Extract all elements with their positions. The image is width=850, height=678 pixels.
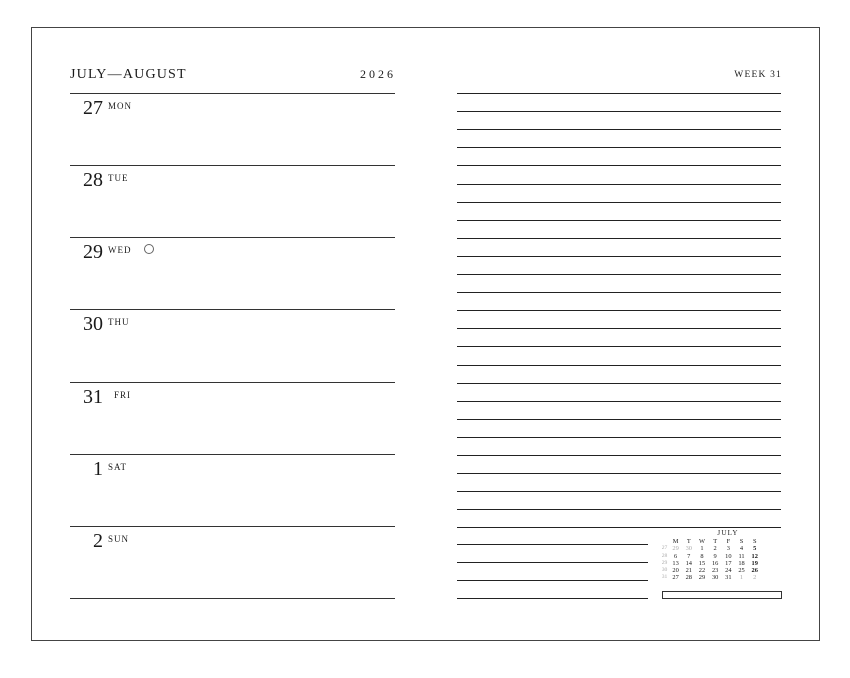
note-line (457, 256, 781, 257)
note-line (457, 491, 781, 492)
day-cell: 3 (726, 545, 730, 553)
note-line (457, 184, 781, 185)
day-cell: 29 (672, 545, 679, 553)
weekday-label: S (752, 538, 757, 545)
note-line (457, 419, 781, 420)
day-separator (70, 382, 395, 383)
note-line (457, 346, 781, 347)
day-name: THU (108, 317, 130, 327)
weekday-label: W (698, 538, 705, 545)
note-line (457, 238, 781, 239)
day-cell: 2 (753, 574, 757, 582)
mini-calendar-week (660, 567, 782, 574)
mini-calendar-weekdays (660, 538, 782, 545)
day-name: SUN (108, 534, 130, 544)
note-line-short (457, 580, 648, 581)
day-cell: 5 (753, 545, 757, 553)
day-cell: 25 (738, 567, 745, 575)
note-line (457, 274, 781, 275)
month-range-title: JULY—AUGUST (70, 67, 187, 82)
day-cell: 6 (673, 552, 678, 560)
note-line (457, 111, 781, 112)
day-cell: 1 (739, 574, 744, 582)
day-cell: 17 (725, 559, 732, 567)
day-cell: 26 (751, 567, 758, 575)
day-separator (70, 454, 395, 455)
week-number-label: WEEK 31 (734, 70, 782, 80)
note-line-short (457, 562, 648, 563)
mini-calendar-title: JULY (717, 529, 739, 537)
day-number: 2 (93, 530, 103, 552)
day-cell: 11 (738, 552, 745, 560)
day-name: SAT (108, 462, 128, 472)
note-line (457, 220, 781, 221)
weekday-label: T (713, 538, 718, 545)
day-cell: 24 (725, 567, 732, 575)
mini-calendar-week-current (660, 574, 782, 581)
note-line (457, 202, 781, 203)
day-separator (70, 309, 395, 310)
day-cell: 27 (672, 574, 679, 582)
day-number: 1 (93, 458, 103, 480)
note-line (457, 328, 781, 329)
day-cell: 8 (700, 552, 704, 560)
day-cell: 22 (698, 567, 706, 575)
mini-calendar-week (660, 545, 782, 552)
day-cell: 16 (711, 559, 719, 567)
day-cell: 1 (700, 545, 704, 553)
week-number: 28 (661, 552, 668, 559)
day-number: 28 (83, 169, 103, 191)
day-cell: 7 (687, 552, 691, 560)
mini-calendar-week (660, 553, 782, 560)
day-cell: 30 (685, 545, 692, 553)
day-cell: 28 (685, 574, 692, 582)
note-line (457, 473, 781, 474)
note-line (457, 401, 781, 402)
day-cell: 20 (672, 567, 679, 575)
note-line-short (457, 544, 648, 545)
note-line (457, 292, 781, 293)
day-cell: 10 (725, 552, 732, 560)
weekday-label: M (672, 538, 679, 545)
day-number: 29 (83, 241, 103, 263)
day-separator (70, 165, 395, 166)
day-cell: 4 (739, 545, 744, 553)
day-name: WED (108, 245, 132, 255)
day-cell: 13 (672, 559, 679, 567)
note-line (457, 147, 781, 148)
mini-calendar-week (660, 560, 782, 567)
day-cell: 2 (713, 545, 717, 553)
day-cell: 15 (698, 559, 706, 567)
year-label: 2026 (360, 67, 396, 81)
day-name: FRI (114, 390, 132, 400)
mini-calendar (660, 529, 782, 582)
week-number: 29 (661, 559, 668, 566)
week-number: 27 (661, 545, 668, 552)
day-cell: 31 (725, 574, 732, 582)
note-line (457, 310, 781, 311)
note-line (457, 93, 781, 94)
day-cell: 19 (751, 559, 758, 567)
day-cell: 14 (685, 559, 692, 567)
weekday-label: F (726, 538, 731, 545)
week-number: 31 (661, 574, 668, 581)
day-number: 27 (83, 97, 103, 119)
day-name: MON (108, 101, 133, 111)
day-cell: 18 (738, 559, 745, 567)
day-separator (70, 526, 395, 527)
note-line (457, 509, 781, 510)
day-separator (70, 93, 395, 94)
week-number: 30 (661, 567, 668, 574)
day-cell: 12 (751, 552, 758, 560)
day-cell: 23 (711, 567, 719, 575)
day-cell: 30 (711, 574, 719, 582)
day-cell: 29 (698, 574, 706, 582)
note-line (457, 165, 781, 166)
full-moon-icon (144, 244, 154, 254)
note-line (457, 365, 781, 366)
note-line (457, 129, 781, 130)
weekday-label: S (739, 538, 744, 545)
note-line (457, 383, 781, 384)
note-line-short (457, 598, 648, 599)
day-name: TUE (108, 173, 129, 183)
day-separator (70, 598, 395, 599)
note-line (457, 437, 781, 438)
day-number: 31 (83, 386, 103, 408)
day-cell: 9 (713, 552, 717, 560)
day-cell: 21 (685, 567, 692, 575)
day-number: 30 (83, 313, 103, 335)
day-separator (70, 237, 395, 238)
note-line (457, 455, 781, 456)
weekday-label: T (686, 538, 691, 545)
current-week-highlight (662, 591, 782, 599)
